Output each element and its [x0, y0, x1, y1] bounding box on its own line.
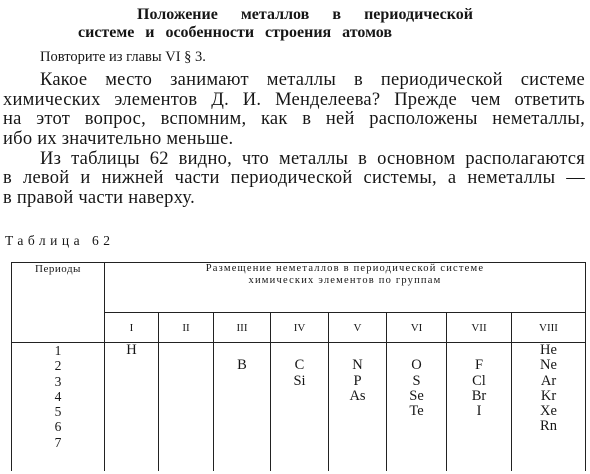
- element-symbol: [159, 358, 213, 373]
- text-line: Какое место занимают металлы в периодической системе: [40, 70, 585, 90]
- group-cell-v: [329, 343, 387, 471]
- element-symbol: [214, 404, 270, 419]
- paragraph: [3, 150, 585, 209]
- element-symbol: [105, 419, 158, 434]
- element-symbol: [447, 435, 511, 450]
- element-symbol: Xe: [540, 403, 557, 420]
- body-text: [3, 71, 585, 209]
- group-numeral: IV: [271, 313, 329, 343]
- element-symbol: Te: [409, 403, 424, 420]
- element-symbol: S: [412, 372, 421, 389]
- text-line: в левой и нижней части периодической системы, а неметаллы —: [3, 168, 585, 189]
- groups-header-line: химических элементов по группам: [248, 275, 442, 286]
- element-symbol: [105, 404, 158, 419]
- group-numeral: III: [214, 313, 271, 343]
- element-symbol: [214, 374, 270, 389]
- table-body-row: [12, 343, 586, 471]
- element-symbol: [512, 435, 585, 450]
- period-number: 4: [54, 388, 62, 404]
- group-cell-ii: [159, 343, 214, 471]
- element-symbol: [105, 358, 158, 373]
- element-symbol: [329, 419, 386, 434]
- element-symbol: [214, 419, 270, 434]
- element-symbol: Si: [293, 372, 306, 389]
- period-number: 2: [54, 358, 62, 374]
- group-numeral: VII: [447, 313, 512, 343]
- element-symbol: [159, 343, 213, 358]
- element-symbol: [329, 435, 386, 450]
- period-number: 5: [54, 404, 62, 420]
- element-symbol: [159, 419, 213, 434]
- element-symbol: [214, 343, 270, 358]
- group-numeral: V: [329, 313, 387, 343]
- group-cell-vi: [387, 343, 447, 471]
- element-symbol: [159, 389, 213, 404]
- element-symbol: [329, 343, 386, 358]
- element-symbol: Br: [471, 387, 487, 404]
- period-number: 3: [54, 373, 62, 389]
- groups-header-line: Размещение неметаллов в периодической системе: [205, 263, 485, 274]
- element-symbol: P: [353, 372, 362, 389]
- group-numeral: VIII: [512, 313, 586, 343]
- paragraph: [3, 71, 585, 150]
- element-symbol: [271, 419, 328, 434]
- element-symbol: [271, 389, 328, 404]
- group-numeral: II: [159, 313, 214, 343]
- element-symbol: [105, 435, 158, 450]
- element-symbol: Se: [409, 387, 424, 404]
- text-line: в правой части наверху.: [3, 188, 195, 209]
- element-symbol: [387, 419, 446, 434]
- element-symbol: C: [294, 357, 305, 374]
- group-cell-vii: [447, 343, 512, 471]
- period-number: 6: [54, 419, 62, 435]
- table-header-row: [12, 263, 586, 313]
- element-symbol: [159, 404, 213, 419]
- element-symbol: B: [237, 357, 247, 374]
- element-symbol: H: [126, 342, 137, 358]
- element-symbol: [387, 435, 446, 450]
- element-symbol: N: [352, 357, 363, 374]
- group-numeral: I: [105, 313, 159, 343]
- element-symbol: [271, 404, 328, 419]
- element-symbol: [214, 435, 270, 450]
- element-symbol: Rn: [540, 418, 557, 435]
- text-line: на этот вопрос, вспомним, как в ней расположены неметаллы,: [3, 109, 585, 130]
- element-symbol: Cl: [472, 372, 486, 389]
- element-symbol: [105, 389, 158, 404]
- element-symbol: As: [349, 387, 366, 404]
- group-cell-viii: [512, 343, 586, 471]
- section-title-line: Положение металлов в периодической: [137, 6, 473, 23]
- group-cell-iv: [271, 343, 329, 471]
- element-symbol: [271, 343, 328, 358]
- element-symbol: Ar: [540, 372, 557, 389]
- nonmetals-placement-table: [11, 262, 586, 471]
- element-symbol: [329, 404, 386, 419]
- element-symbol: F: [474, 357, 484, 374]
- element-symbol: Kr: [540, 387, 557, 404]
- element-symbol: [447, 419, 511, 434]
- text-line: химических элементов Д. И. Менделеева? Прежде чем ответить: [3, 89, 585, 110]
- group-cell-iii: [214, 343, 271, 471]
- periods-header: Периоды: [12, 263, 105, 343]
- element-symbol: [387, 343, 446, 358]
- element-symbol: [271, 435, 328, 450]
- element-symbol: Ne: [540, 357, 557, 374]
- group-numeral: VI: [387, 313, 447, 343]
- element-symbol: He: [540, 342, 557, 358]
- period-number: 7: [54, 434, 62, 450]
- text-line: Из таблицы 62 видно, что металлы в основном располагаются: [40, 148, 585, 169]
- element-symbol: O: [411, 357, 422, 374]
- element-symbol: I: [476, 403, 482, 420]
- element-symbol: [214, 389, 270, 404]
- table-caption: Таблица 62: [5, 233, 115, 248]
- review-reference: Повторите из главы VI § 3.: [40, 49, 206, 65]
- group-cell-i: [105, 343, 159, 471]
- element-symbol: [447, 343, 511, 358]
- element-symbol: [105, 374, 158, 389]
- element-symbol: [159, 374, 213, 389]
- text-line: ибо их значительно меньше.: [3, 129, 234, 150]
- groups-header: [105, 263, 586, 313]
- section-title-line: системе и особенности строения атомов: [78, 24, 392, 41]
- element-symbol: [159, 435, 213, 450]
- period-number: 1: [54, 343, 62, 358]
- periods-cell: [12, 343, 105, 471]
